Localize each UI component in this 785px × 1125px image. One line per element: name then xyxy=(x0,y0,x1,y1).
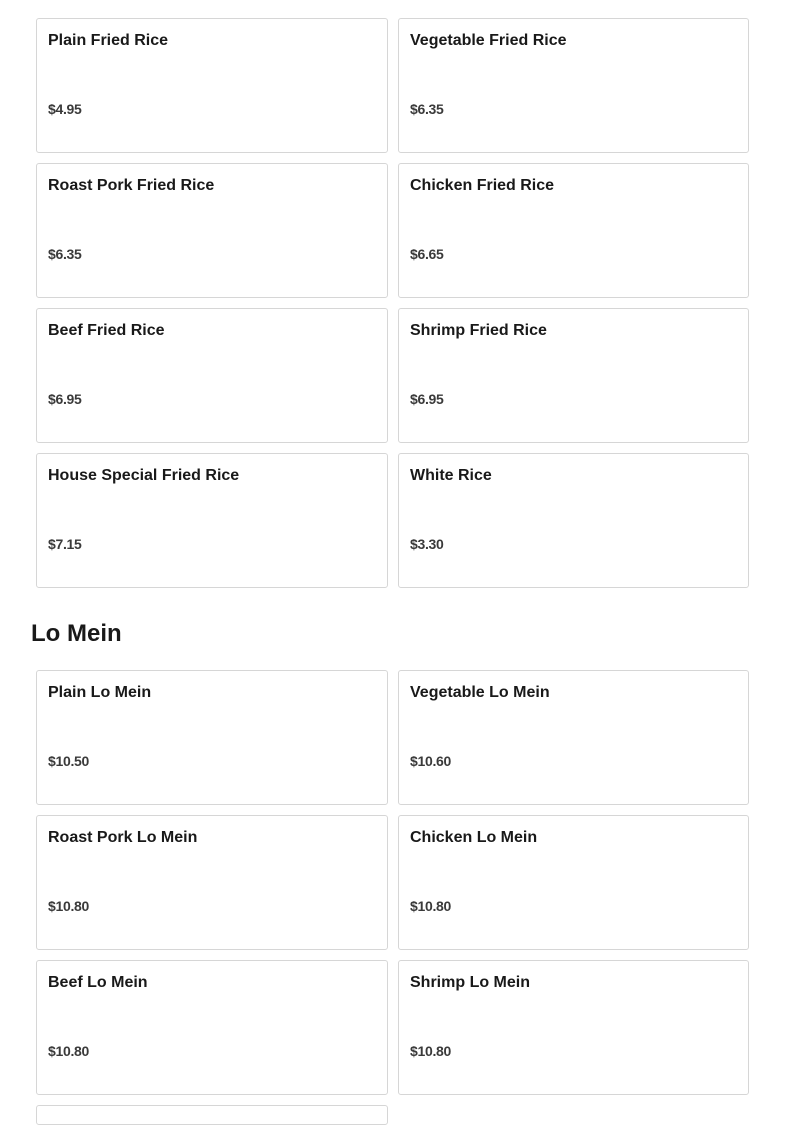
menu-item-name: Roast Pork Fried Rice xyxy=(48,177,215,194)
menu-item-price: $10.80 xyxy=(410,898,452,914)
menu-item-name: Shrimp Lo Mein xyxy=(410,974,530,991)
menu-item-price: $6.95 xyxy=(48,391,82,407)
menu-item-card[interactable] xyxy=(398,308,749,443)
menu-item-card[interactable] xyxy=(398,453,749,588)
section-title-lo-mein: Lo Mein xyxy=(31,620,122,647)
menu-item-card[interactable] xyxy=(36,670,388,805)
menu-item-name: White Rice xyxy=(410,467,492,484)
menu-item-price: $10.50 xyxy=(48,753,90,769)
menu-item-card[interactable] xyxy=(398,18,749,153)
menu-item-card[interactable] xyxy=(36,308,388,443)
menu-item-price: $10.80 xyxy=(48,898,90,914)
menu-item-price: $10.80 xyxy=(410,1043,452,1059)
menu-item-price: $10.60 xyxy=(410,753,452,769)
menu-item-card[interactable] xyxy=(398,670,749,805)
menu-item-name: Plain Lo Mein xyxy=(48,684,152,701)
menu-item-card[interactable] xyxy=(36,18,388,153)
menu-item-name: Roast Pork Lo Mein xyxy=(48,829,198,846)
menu-item-card[interactable] xyxy=(398,163,749,298)
fried-rice-items-grid xyxy=(36,18,749,588)
menu-item-name: House Special Fried Rice xyxy=(48,467,240,484)
menu-item-card[interactable] xyxy=(36,960,388,1095)
menu-item-name: Chicken Lo Mein xyxy=(410,829,538,846)
menu-item-card[interactable] xyxy=(36,453,388,588)
menu-item-price: $6.95 xyxy=(410,391,444,407)
menu-item-name: Beef Fried Rice xyxy=(48,322,165,339)
menu-item-name: Chicken Fried Rice xyxy=(410,177,555,194)
menu-item-price: $6.35 xyxy=(48,246,82,262)
menu-item-price: $6.65 xyxy=(410,246,444,262)
menu-item-price: $3.30 xyxy=(410,536,444,552)
lo-mein-items-grid xyxy=(36,670,749,1095)
menu-item-card[interactable] xyxy=(36,815,388,950)
menu-item-card[interactable] xyxy=(36,163,388,298)
menu-item-card-partial[interactable] xyxy=(36,1105,388,1125)
menu-item-name: Beef Lo Mein xyxy=(48,974,148,991)
menu-item-price: $4.95 xyxy=(48,101,82,117)
menu-item-name: Vegetable Lo Mein xyxy=(410,684,550,701)
menu-item-name: Vegetable Fried Rice xyxy=(410,32,567,49)
menu-item-name: Plain Fried Rice xyxy=(48,32,169,49)
menu-item-price: $10.80 xyxy=(48,1043,90,1059)
menu-item-card[interactable] xyxy=(398,960,749,1095)
menu-item-card[interactable] xyxy=(398,815,749,950)
menu-item-price: $7.15 xyxy=(48,536,82,552)
menu-item-name: Shrimp Fried Rice xyxy=(410,322,547,339)
menu-item-price: $6.35 xyxy=(410,101,444,117)
